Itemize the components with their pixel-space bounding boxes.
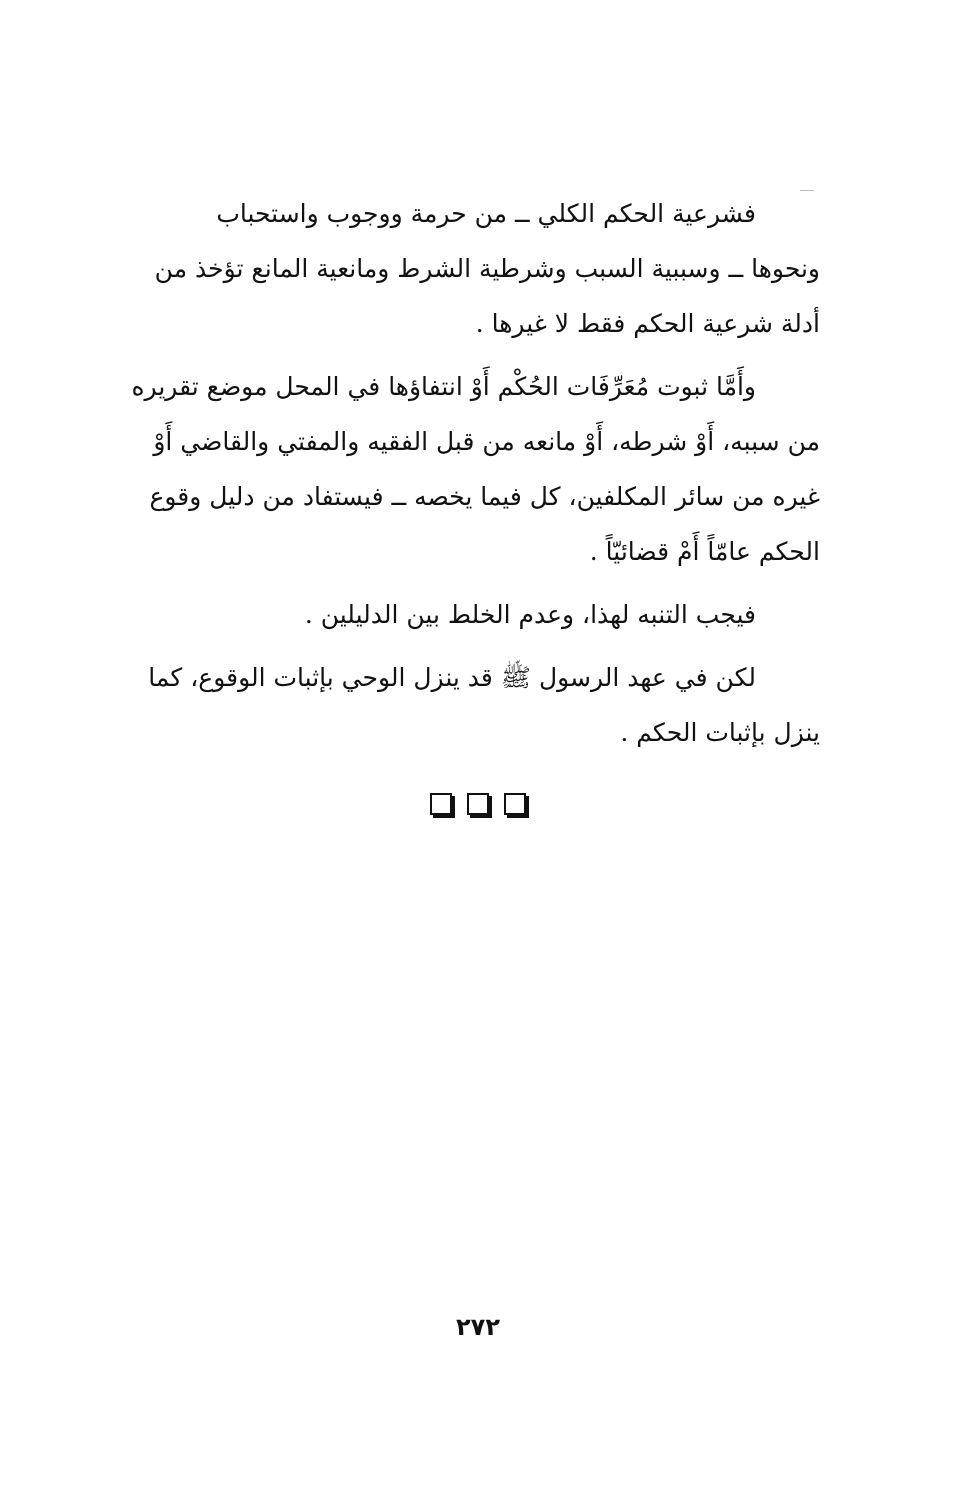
section-separator bbox=[0, 793, 956, 815]
text-line: فشرعية الحكم الكلي ــ من حرمة ووجوب واستحباب bbox=[216, 199, 756, 228]
paragraph-2 bbox=[120, 359, 820, 579]
paragraph-4 bbox=[120, 650, 820, 760]
text-line: من سببه، أَوْ شرطه، أَوْ مانعه من قبل الفقيه والمفتي والقاضي أَوْ bbox=[153, 427, 820, 456]
body-text bbox=[120, 186, 820, 768]
paragraph-3 bbox=[120, 587, 820, 642]
paragraph-1 bbox=[120, 186, 820, 351]
text-line: غيره من سائر المكلفين، كل فيما يخصه ــ فيستفاد من دليل وقوع bbox=[149, 482, 820, 511]
text-line: وأَمَّا ثبوت مُعَرِّفَات الحُكْم أَوْ انتفاؤها في المحل موضع تقريره bbox=[131, 372, 756, 401]
text-line: ونحوها ــ وسببية السبب وشرطية الشرط ومانعية المانع تؤخذ من bbox=[154, 254, 820, 283]
square-ornament-icon bbox=[467, 793, 489, 815]
square-ornament-icon bbox=[504, 793, 526, 815]
text-line: لكن في عهد الرسول ﷺ قد ينزل الوحي بإثبات الوقوع، كما bbox=[148, 663, 756, 692]
text-line: الحكم عامّاً أَمْ قضائيّاً . bbox=[589, 537, 820, 566]
square-ornament-icon bbox=[430, 793, 452, 815]
page-number: ٢٧٢ bbox=[456, 1313, 500, 1341]
text-line: فيجب التنبه لهذا، وعدم الخلط بين الدليلين . bbox=[304, 600, 756, 629]
text-line: ينزل بإثبات الحكم . bbox=[620, 718, 820, 747]
text-line: أدلة شرعية الحكم فقط لا غيرها . bbox=[475, 309, 820, 338]
